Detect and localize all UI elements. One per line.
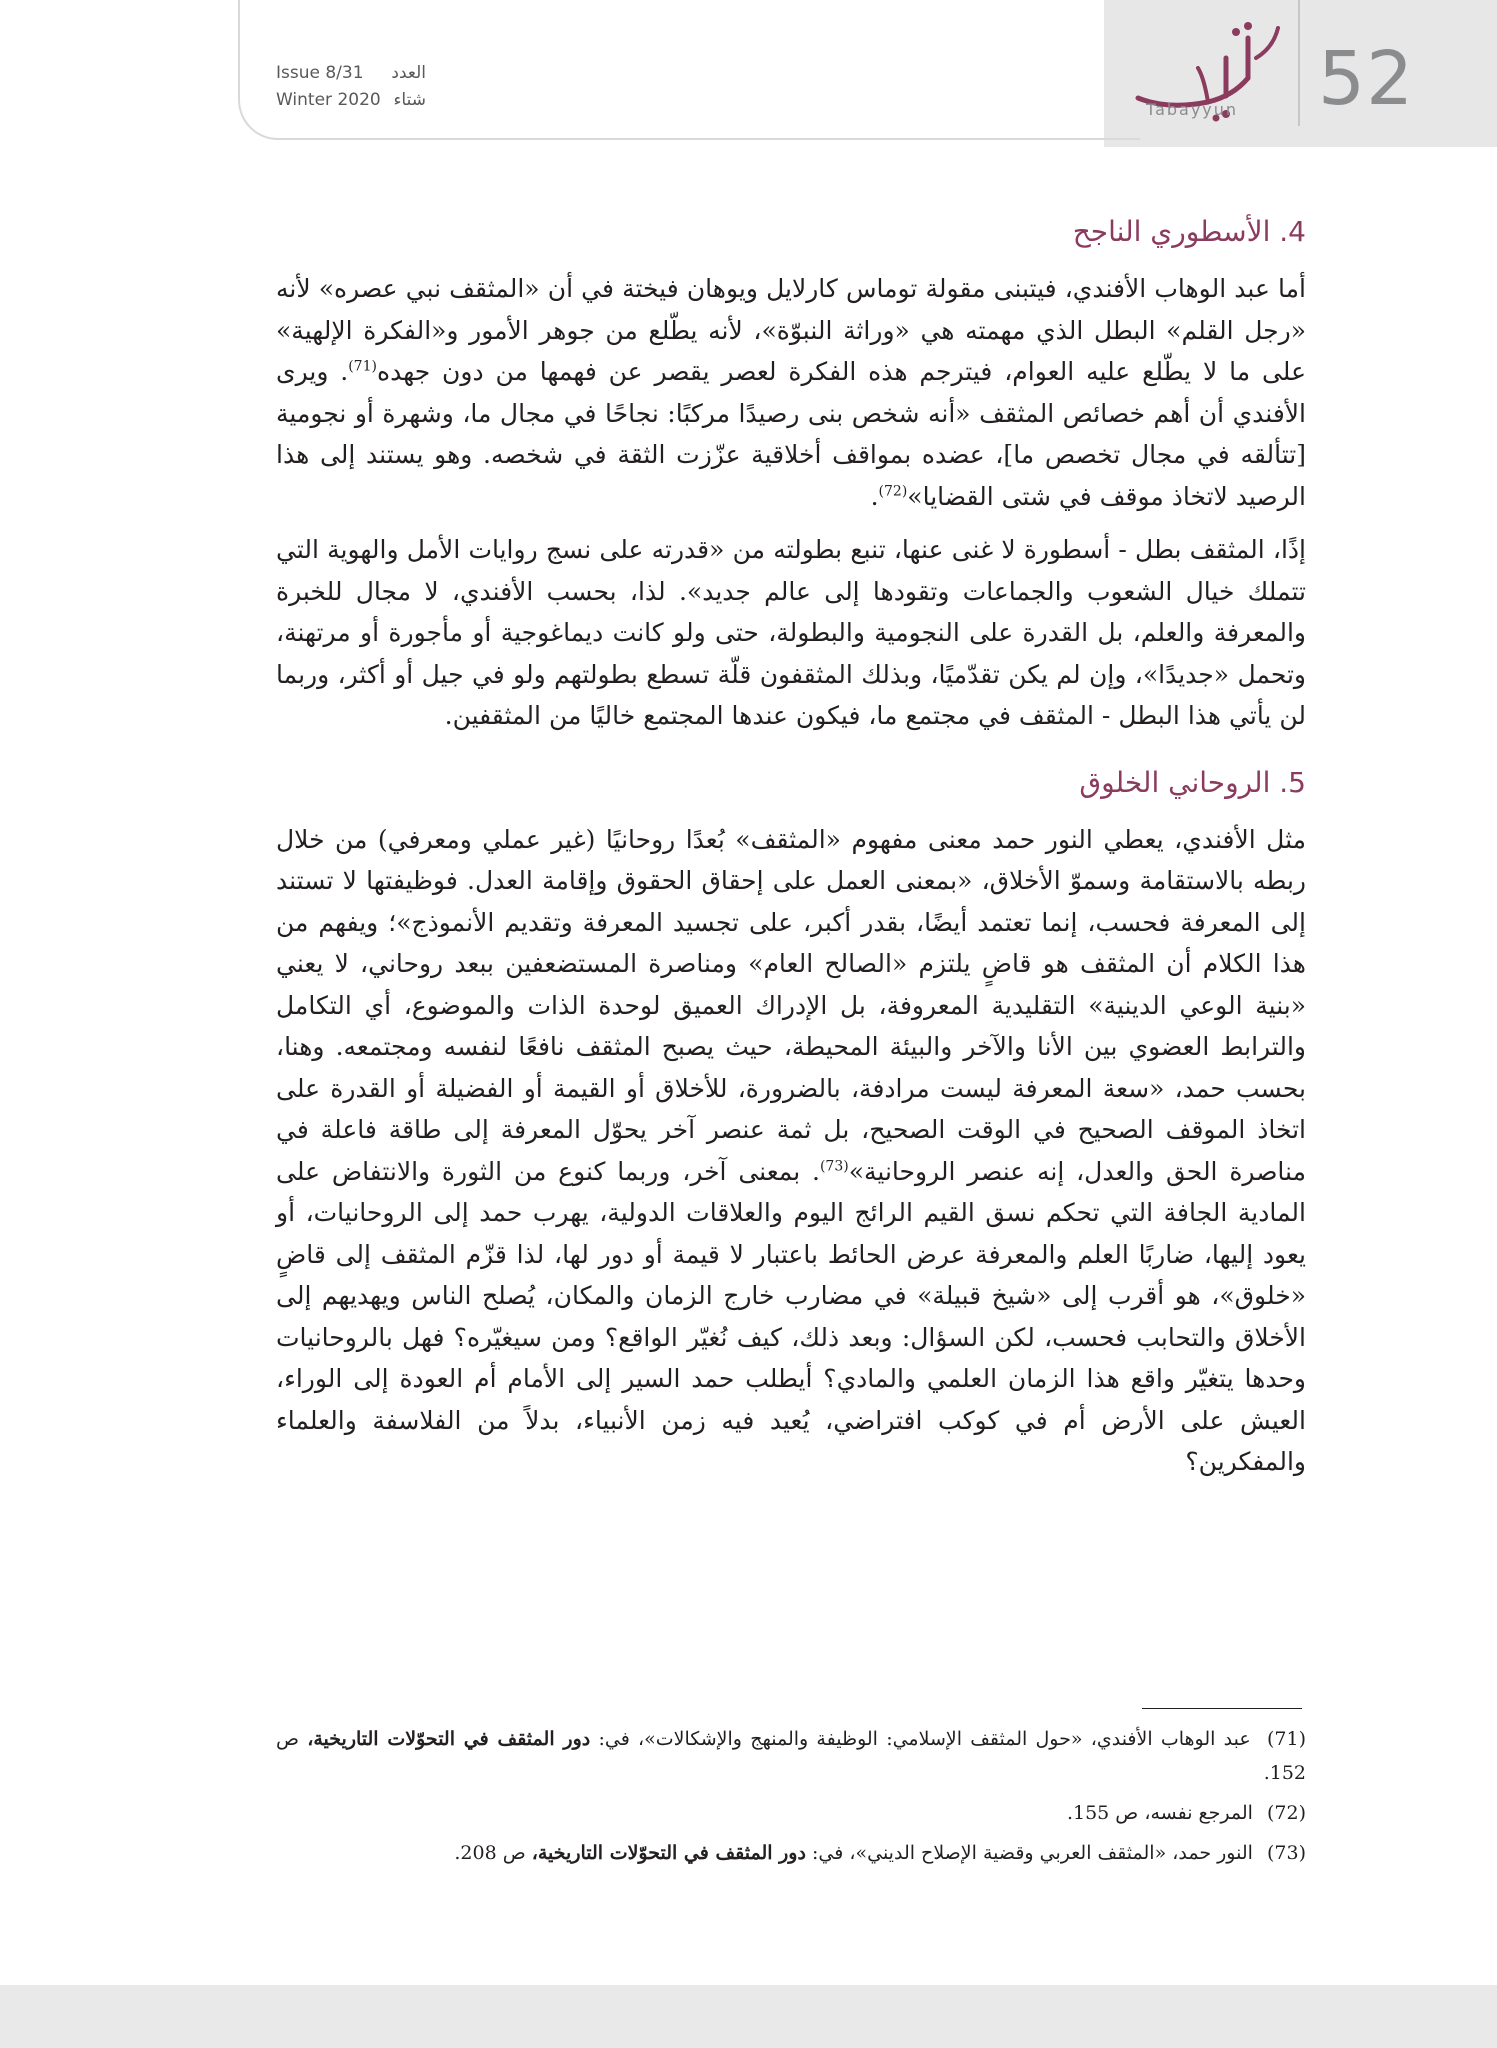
footnote-text: عبد الوهاب الأفندي، «حول المثقف الإسلامي: الوظيفة والمنهج والإشكالات»، في: [598, 1728, 1251, 1750]
footnote [276, 1836, 1306, 1870]
paragraph-text: . ويرى الأفندي أن أهم خصائص المثقف «أنه شخص بنى رصيدًا مركبًا: نجاحًا في مجال ما، وشهرة أو نجومية [تتألقه في مجال تخصص ما]، عضده بمواقف أخلاقية عزّزت الثقة في شخصه. وهو يستند إلى هذا الرصيد لاتخاذ موقف في شتى القضايا» [276, 357, 1306, 511]
season-line [276, 87, 426, 114]
season-en: Winter 2020 [276, 90, 381, 110]
issue-label-en: Issue 8/31 [276, 63, 364, 83]
paragraph: أما عبد الوهاب الأفندي، فيتبنى مقولة توماس كارلايل ويوهان فيختة في أن «المثقف نبي عصره» لأنه «رجل القلم» البطل الذي مهمته هي «وراثة النبوّة»، لأنه يطّلع من جوهر الأمور و«الفكرة الإلهية» على ما لا يطّلع عليه العوام، فيترجم هذه الفكرة لعصر يقصر عن فهمها من دون جهده$^{(71)}$. ويرى الأفندي أن أهم خصائص المثقف «أنه شخص بنى رصيدًا مركبًا: نجاحًا في مجال ما، وشهرة أو نجومية [تتألقه في مجال تخصص ما]، عضده بمواقف أخلاقية عزّزت الثقة في شخصه. وهو يستند إلى هذا الرصيد لاتخاذ موقف في شتى القضايا»$^{(72)}$. [276, 274, 1306, 511]
paragraph-text: مثل الأفندي، يعطي النور حمد معنى مفهوم «المثقف» بُعدًا روحانيًا (غير عملي ومعرفي) من خلال ربطه بالاستقامة وسموّ الأخلاق، «بمعنى العمل على إحقاق الحقوق وإقامة العدل. فوظيفتها لا تستند إلى المعرفة فحسب، إنما تعتمد أيضًا، بقدر أكبر، على تجسيد المعرفة وتقديم الأنموذج»؛ ويفهم من هذا الكلام أن المثقف هو قاضٍ يلتزم «الصالح العام» ومناصرة المستضعفين ببعد روحاني، لا يعني «بنية الوعي الدينية» التقليدية المعروفة، بل الإدراك العميق لوحدة الذات والموضوع، أي التكامل والترابط العضوي بين الأنا والآخر والبيئة المحيطة، حيث يصبح المثقف نافعًا لنفسه ومجتمعه. وهنا، بحسب حمد، «سعة المعرفة ليست مرادفة، بالضرورة، للأخلاق أو القيمة أو الفضيلة أو القدرة على اتخاذ الموقف الصحيح في الوقت الصحيح، بل ثمة عنصر آخر يحوّل المعرفة إلى طاقة فاعلة في مناصرة الحق والعدل، إنه عنصر الروحانية» [276, 824, 1306, 1186]
footnote-ref: (71) [348, 358, 377, 375]
footnote-divider [1142, 1708, 1302, 1709]
footnote-source-title: دور المثقف في التحوّلات التاريخية، [531, 1842, 806, 1864]
footnote-source-title: دور المثقف في التحوّلات التاريخية، [307, 1728, 591, 1750]
footnote-ref: (72) [878, 483, 908, 500]
footnotes [276, 1722, 1306, 1876]
page-number: 52 [1318, 36, 1415, 122]
footnote-text: المرجع نفسه، ص 155. [1066, 1802, 1253, 1824]
paragraph-text: . بمعنى آخر، وربما كنوع من الثورة والانتفاض على المادية الجافة التي تحكم نسق القيم الرائج اليوم والعلاقات الدولية، يهرب حمد إلى الروحانيات، أو يعود إليها، ضاربًا العلم والمعرفة عرض الحائط باعتبار لا قيمة أو دور لها، لذا قزّم المثقف إلى قاضٍ «خلوق»، هو أقرب إلى «شيخ قبيلة» في مضارب خارج الزمان والمكان، يُصلح الناس ويهديهم إلى الأخلاق والتحابب فحسب، لكن السؤال: وبعد ذلك، كيف نُغيّر الواقع؟ ومن سيغيّره؟ فهل بالروحانيات وحدها يتغيّر واقع هذا الزمان العلمي والمادي؟ أيطلب حمد السير إلى الأمام أم العودة إلى الوراء، العيش على الأرض أم في كوكب افتراضي، يُعيد فيه زمن الأنبياء، بدلاً من الفلاسفة والعلماء والمفكرين؟ [276, 1156, 1307, 1476]
footnote-number: (72) [1266, 1802, 1306, 1824]
season-ar: شتاء [393, 90, 426, 110]
issue-line [276, 60, 426, 87]
footnote-page: ص 208. [454, 1842, 526, 1864]
footnote-text: النور حمد، «المثقف العربي وقضية الإصلاح الديني»، في: [812, 1842, 1253, 1864]
paragraph: إذًا، المثقف بطل - أسطورة لا غنى عنها، تنبع بطولته من «قدرته على نسج روايات الأمل والهوية التي تتملك خيال الشعوب والجماعات وتقودها إلى عالم جديد». لذا، بحسب الأفندي، لا مجال للخبرة والمعرفة والعلم، بل القدرة على النجومية والبطولة، حتى ولو كانت ديماغوجية أو مأجورة أو مرتهنة، وتحمل «جديدًا»، وإن لم يكن تقدّميًا، وبذلك المثقفون قلّة تسطع بطولتهم ولو في جيل أو أكثر، وربما لن يأتي هذا البطل - المثقف في مجتمع ما، فيكون عندها المجتمع خاليًا من المثقفين. [276, 535, 1306, 730]
logo-wordmark: Tabayyun [1145, 100, 1239, 119]
footnote-page: ص 152. [276, 1728, 1306, 1784]
footnote-number: (73) [1266, 1842, 1306, 1864]
issue-info [276, 60, 426, 114]
section-heading: 5. الروحاني الخلوق [1079, 765, 1306, 799]
footnote [276, 1796, 1306, 1830]
footnote-ref: (73) [819, 1158, 849, 1175]
issue-label-ar: العدد [391, 63, 426, 83]
footnote-number: (71) [1266, 1728, 1306, 1750]
section-heading: 4. الأسطوري الناجح [1072, 215, 1306, 248]
paragraph [276, 819, 1306, 1483]
article-body [276, 208, 1306, 1495]
header-divider [1298, 0, 1300, 126]
footnote [276, 1722, 1306, 1790]
paragraph-text: أما عبد الوهاب الأفندي، فيتبنى مقولة توماس كارلايل ويوهان فيختة في أن «المثقف نبي عصره» لأنه «رجل القلم» البطل الذي مهمته هي «وراثة النبوّة»، لأنه يطّلع من جوهر الأمور و«الفكرة الإلهية» على ما لا يطّلع عليه العوام، فيترجم هذه الفكرة لعصر يقصر عن فهمها من دون جهده [276, 274, 1306, 386]
